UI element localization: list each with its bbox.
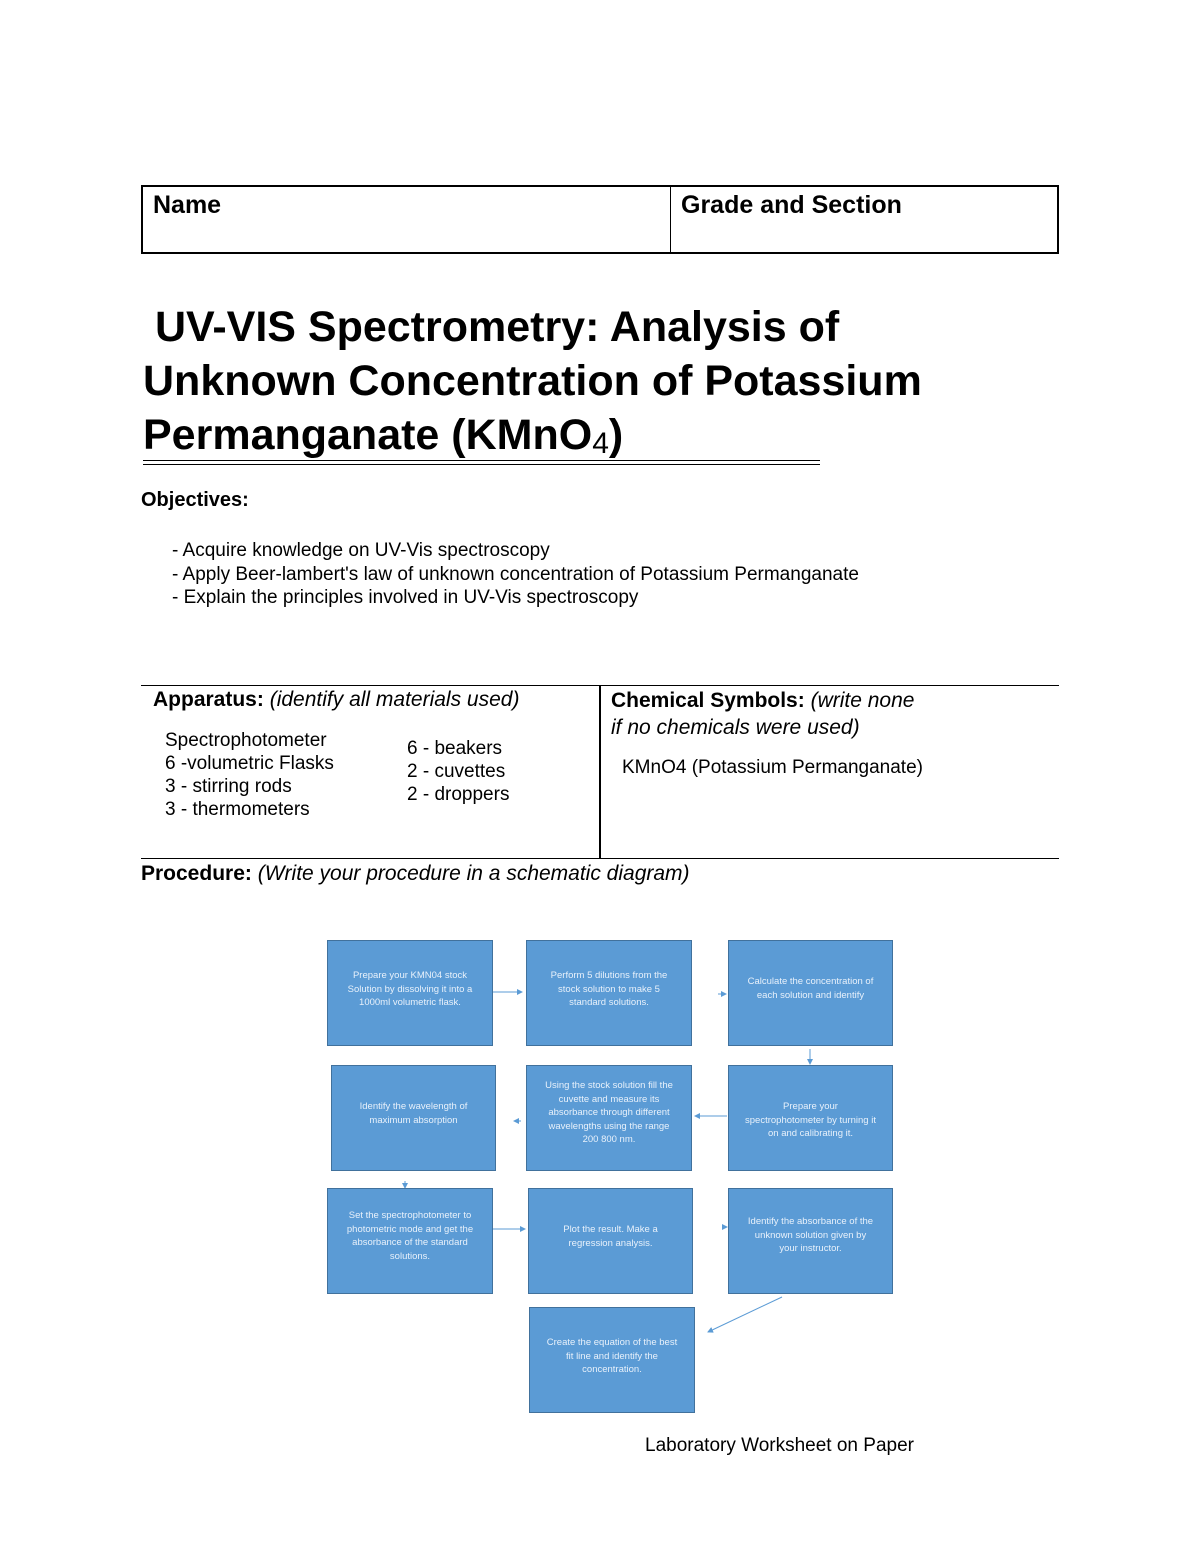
apparatus-item: 6 - beakers: [407, 738, 503, 759]
objective-item: - Explain the principles involved in UV-Vis spectroscopy: [172, 587, 639, 608]
chemical-value: KMnO4 (Potassium Permanganate): [622, 757, 923, 778]
title-line-1: UV-VIS Spectrometry: Analysis of: [154, 303, 840, 351]
flow-step-3: Calculate the concentration of each solution and identify: [728, 940, 893, 1046]
flow-step-7: Set the spectrophotometer to photometric mode and get the absorbance of the standard solutions.: [327, 1188, 493, 1294]
flow-step-4: Prepare your spectrophotometer by turning it on and calibrating it.: [728, 1065, 893, 1171]
name-field[interactable]: [143, 187, 671, 252]
section-rule-bottom: [141, 858, 1059, 859]
flow-step-9: Identify the absorbance of the unknown solution given by your instructor.: [728, 1188, 893, 1294]
procedure-heading: Procedure: (Write your procedure in a schematic diagram): [141, 862, 690, 885]
apparatus-item: 6 -volumetric Flasks: [165, 753, 334, 774]
arrow-9-10: [708, 1297, 782, 1332]
grade-section-field[interactable]: [671, 187, 1057, 252]
apparatus-item: Spectrophotometer: [165, 730, 327, 751]
apparatus-item: 2 - droppers: [407, 784, 510, 805]
title-line-2: Unknown Concentration of Potassium: [143, 357, 922, 405]
objective-item: - Acquire knowledge on UV-Vis spectroscopy: [172, 540, 550, 561]
name-label: Name: [153, 191, 222, 219]
objectives-heading: Objectives:: [141, 489, 249, 511]
header-table: [141, 185, 1059, 254]
chemical-symbols-heading: Chemical Symbols: (write none if no chemicals were used): [611, 689, 915, 739]
title-underline-double: [143, 464, 820, 465]
title-underline: [143, 460, 820, 461]
objective-item: - Apply Beer-lambert's law of unknown concentration of Potassium Permanganate: [172, 563, 859, 585]
apparatus-item: 2 - cuvettes: [407, 761, 506, 782]
flow-step-6: Identify the wavelength of maximum absorption: [331, 1065, 496, 1171]
title-line-3: Permanganate (KMnO4): [143, 411, 624, 460]
section-divider: [599, 685, 601, 859]
footer-label: Laboratory Worksheet on Paper: [645, 1435, 914, 1456]
flow-step-1: Prepare your KMN04 stock Solution by dissolving it into a 1000ml volumetric flask.: [327, 940, 493, 1046]
apparatus-item: 3 - thermometers: [165, 799, 310, 820]
apparatus-item: 3 - stirring rods: [165, 776, 292, 797]
flow-step-8: Plot the result. Make a regression analysis.: [528, 1188, 693, 1294]
flow-step-10: Create the equation of the best fit line and identify the concentration.: [529, 1307, 695, 1413]
objectives-list: [172, 539, 859, 610]
apparatus-heading: Apparatus: (identify all materials used): [153, 688, 520, 711]
flow-step-2: Perform 5 dilutions from the stock solution to make 5 standard solutions.: [526, 940, 692, 1046]
flow-step-5: Using the stock solution fill the cuvette and measure its absorbance through different wavelengths using the range 200 800 nm.: [526, 1065, 692, 1171]
apparatus-list-1: [165, 729, 334, 821]
apparatus-list-2: [407, 737, 509, 806]
page-title: [143, 300, 1043, 471]
grade-section-label: Grade and Section: [681, 191, 902, 219]
